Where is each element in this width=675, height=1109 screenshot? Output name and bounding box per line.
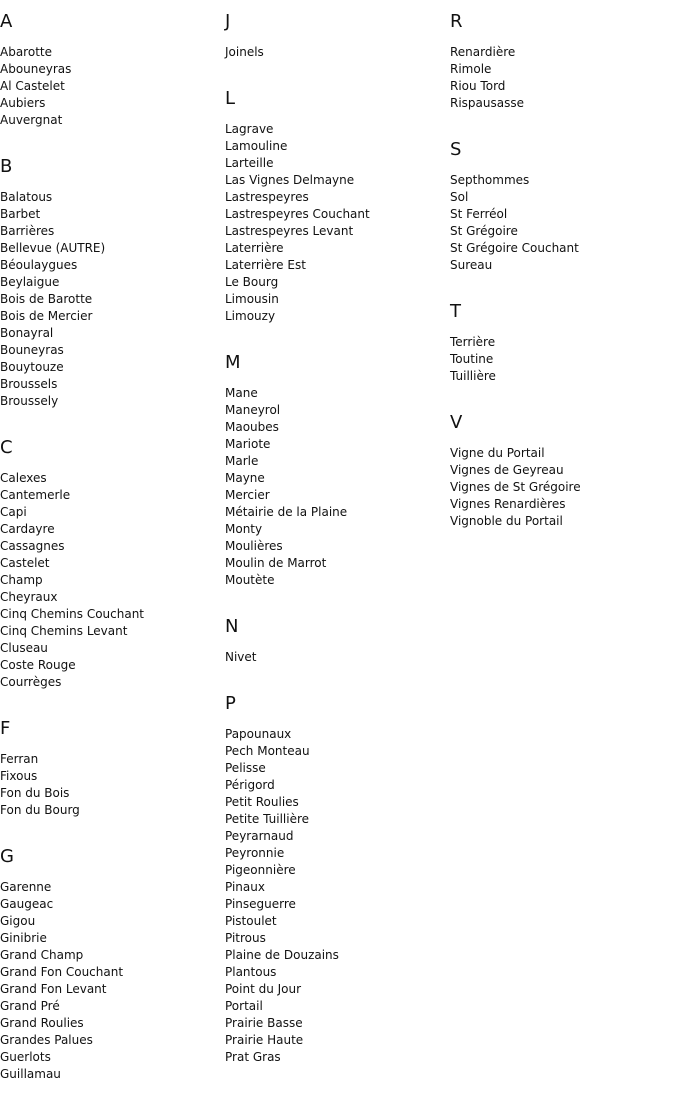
place-link[interactable]: Nivet	[225, 650, 257, 664]
place-link[interactable]: St Ferréol	[450, 207, 508, 221]
place-link[interactable]: Maoubes	[225, 420, 279, 434]
place-list	[0, 751, 225, 819]
place-link[interactable]: Grand Fon Couchant	[0, 965, 124, 979]
letter-group	[0, 155, 225, 410]
place-link[interactable]: Pinseguerre	[225, 897, 296, 911]
letter-group	[0, 10, 225, 129]
place-link[interactable]: Petit Roulies	[225, 795, 299, 809]
place-link[interactable]: Bellevue (AUTRE)	[0, 241, 106, 255]
letter-heading: A	[0, 11, 13, 32]
place-link[interactable]: Périgord	[225, 778, 275, 792]
letter-group	[0, 717, 225, 819]
place-link[interactable]: Métairie de la Plaine	[225, 505, 348, 519]
letter-heading: S	[450, 139, 462, 160]
place-link[interactable]: Coste Rouge	[0, 658, 76, 672]
place-link[interactable]: Limouzy	[225, 309, 276, 323]
place-link[interactable]: Gaugeac	[0, 897, 54, 911]
place-list	[450, 445, 675, 530]
place-link[interactable]: Beylaigue	[0, 275, 60, 289]
place-link[interactable]: Fon du Bourg	[0, 803, 80, 817]
letter-heading: F	[0, 718, 11, 739]
place-link[interactable]: St Grégoire Couchant	[450, 241, 579, 255]
place-list	[225, 726, 450, 1066]
place-link[interactable]: St Grégoire	[450, 224, 518, 238]
place-link[interactable]: Grand Roulies	[0, 1016, 84, 1030]
place-link[interactable]: Cheyraux	[0, 590, 58, 604]
place-link[interactable]: Moutète	[225, 573, 275, 587]
place-link[interactable]: Larteille	[225, 156, 274, 170]
letter-heading: C	[0, 437, 13, 458]
place-link[interactable]: Terrière	[450, 335, 496, 349]
place-list	[450, 44, 675, 112]
index-column	[225, 10, 450, 1092]
place-link[interactable]: Moulin de Marrot	[225, 556, 327, 570]
place-link[interactable]: Limousin	[225, 292, 279, 306]
place-link[interactable]: Point du Jour	[225, 982, 302, 996]
place-link[interactable]: Papounaux	[225, 727, 292, 741]
place-link[interactable]: Pinaux	[225, 880, 265, 894]
place-link[interactable]: Lastrespeyres	[225, 190, 309, 204]
place-link[interactable]: Auvergnat	[0, 113, 63, 127]
place-link[interactable]: Rispausasse	[450, 96, 524, 110]
place-link[interactable]: Lagrave	[225, 122, 274, 136]
letter-group	[450, 10, 675, 112]
letter-group	[225, 615, 450, 666]
place-link[interactable]: Marle	[225, 454, 259, 468]
place-list	[225, 121, 450, 325]
place-link[interactable]: Grand Fon Levant	[0, 982, 107, 996]
place-link[interactable]: Grand Pré	[0, 999, 60, 1013]
letter-group	[450, 300, 675, 385]
place-link[interactable]: Béoulaygues	[0, 258, 78, 272]
alphabetical-index	[0, 10, 675, 1079]
place-link[interactable]: Prairie Basse	[225, 1016, 303, 1030]
place-link[interactable]: Lastrespeyres Levant	[225, 224, 354, 238]
place-link[interactable]: Champ	[0, 573, 43, 587]
place-link[interactable]: Pitrous	[225, 931, 266, 945]
place-link[interactable]: Pistoulet	[225, 914, 277, 928]
place-link[interactable]: Abarotte	[0, 45, 52, 59]
place-link[interactable]: Toutine	[450, 352, 494, 366]
letter-heading: G	[0, 846, 14, 867]
letter-heading: L	[225, 88, 236, 109]
letter-heading: N	[225, 616, 239, 637]
place-link[interactable]: Peyrarnaud	[225, 829, 294, 843]
place-list	[225, 44, 450, 61]
place-link[interactable]: Fon du Bois	[0, 786, 70, 800]
place-link[interactable]: Cinq Chemins Couchant	[0, 607, 145, 621]
place-link[interactable]: Cardayre	[0, 522, 55, 536]
place-link[interactable]: Renardière	[450, 45, 516, 59]
place-link[interactable]: Plaine de Douzains	[225, 948, 339, 962]
place-link[interactable]: Lastrespeyres Couchant	[225, 207, 370, 221]
letter-heading: P	[225, 693, 236, 714]
place-link[interactable]: Prat Gras	[225, 1050, 281, 1064]
place-link[interactable]: Pech Monteau	[225, 744, 310, 758]
place-link[interactable]: Gigou	[0, 914, 36, 928]
place-link[interactable]: Las Vignes Delmayne	[225, 173, 355, 187]
place-link[interactable]: Aubiers	[0, 96, 46, 110]
place-link[interactable]: Peyronnie	[225, 846, 285, 860]
place-link[interactable]: Broussely	[0, 394, 59, 408]
place-link[interactable]: Moulières	[225, 539, 283, 553]
place-link[interactable]: Grand Champ	[0, 948, 84, 962]
index-column	[0, 10, 225, 1109]
place-list	[0, 879, 225, 1083]
place-link[interactable]: Barrières	[0, 224, 55, 238]
letter-heading: R	[450, 11, 463, 32]
place-link[interactable]: Laterrière Est	[225, 258, 306, 272]
place-link[interactable]: Sureau	[450, 258, 493, 272]
letter-group	[450, 138, 675, 274]
place-link[interactable]: Portail	[225, 999, 263, 1013]
letter-heading: J	[225, 11, 231, 32]
place-link[interactable]: Pigeonnière	[225, 863, 296, 877]
place-link[interactable]: Barbet	[0, 207, 41, 221]
place-link[interactable]: Balatous	[0, 190, 53, 204]
place-link[interactable]: Riou Tord	[450, 79, 506, 93]
place-link[interactable]: Castelet	[0, 556, 50, 570]
place-link[interactable]: Capi	[0, 505, 27, 519]
place-list	[450, 172, 675, 274]
place-link[interactable]: Vignoble du Portail	[450, 514, 563, 528]
letter-heading: B	[0, 156, 13, 177]
place-link[interactable]: Plantous	[225, 965, 277, 979]
place-link[interactable]: Septhommes	[450, 173, 530, 187]
letter-group	[0, 845, 225, 1083]
place-link[interactable]: Bonayral	[0, 326, 54, 340]
place-link[interactable]: Tuillière	[450, 369, 496, 383]
place-list	[0, 189, 225, 410]
place-link[interactable]: Broussels	[0, 377, 58, 391]
place-link[interactable]: Calexes	[0, 471, 47, 485]
place-link[interactable]: Vignes de St Grégoire	[450, 480, 581, 494]
place-link[interactable]: Mercier	[225, 488, 270, 502]
place-link[interactable]: Guillamau	[0, 1067, 61, 1081]
index-column	[450, 10, 675, 556]
place-link[interactable]: Sol	[450, 190, 469, 204]
place-link[interactable]: Mayne	[225, 471, 265, 485]
place-link[interactable]: Rimole	[450, 62, 492, 76]
letter-heading: V	[450, 412, 463, 433]
place-link[interactable]: Maneyrol	[225, 403, 281, 417]
place-link[interactable]: Cluseau	[0, 641, 48, 655]
place-link[interactable]: Prairie Haute	[225, 1033, 304, 1047]
place-link[interactable]: Bouneyras	[0, 343, 64, 357]
letter-group	[225, 87, 450, 325]
place-link[interactable]: Pelisse	[225, 761, 266, 775]
place-link[interactable]: Guerlots	[0, 1050, 51, 1064]
letter-heading: M	[225, 352, 241, 373]
place-list	[225, 649, 450, 666]
place-link[interactable]: Monty	[225, 522, 263, 536]
place-link[interactable]: Lamouline	[225, 139, 288, 153]
place-list	[450, 334, 675, 385]
place-link[interactable]: Cantemerle	[0, 488, 71, 502]
letter-group	[225, 10, 450, 61]
place-list	[0, 470, 225, 691]
place-list	[225, 385, 450, 589]
place-link[interactable]: Abouneyras	[0, 62, 72, 76]
place-link[interactable]: Courrèges	[0, 675, 62, 689]
place-list	[0, 44, 225, 129]
letter-group	[450, 411, 675, 530]
letter-group	[225, 351, 450, 589]
letter-heading: T	[450, 301, 461, 322]
place-link[interactable]: Grandes Palues	[0, 1033, 93, 1047]
place-link[interactable]: Joinels	[225, 45, 264, 59]
place-link[interactable]: Bois de Mercier	[0, 309, 93, 323]
place-link[interactable]: Ferran	[0, 752, 39, 766]
place-link[interactable]: Bouytouze	[0, 360, 64, 374]
place-link[interactable]: Cinq Chemins Levant	[0, 624, 128, 638]
place-link[interactable]: Garenne	[0, 880, 52, 894]
place-link[interactable]: Cassagnes	[0, 539, 65, 553]
place-link[interactable]: Al Castelet	[0, 79, 65, 93]
place-link[interactable]: Ginibrie	[0, 931, 47, 945]
place-link[interactable]: Petite Tuillière	[225, 812, 310, 826]
place-link[interactable]: Bois de Barotte	[0, 292, 93, 306]
place-link[interactable]: Vignes de Geyreau	[450, 463, 564, 477]
place-link[interactable]: Fixous	[0, 769, 38, 783]
place-link[interactable]: Vignes Renardières	[450, 497, 566, 511]
place-link[interactable]: Mariote	[225, 437, 271, 451]
place-link[interactable]: Vigne du Portail	[450, 446, 545, 460]
letter-group	[225, 692, 450, 1066]
place-link[interactable]: Le Bourg	[225, 275, 279, 289]
letter-group	[0, 436, 225, 691]
place-link[interactable]: Laterrière	[225, 241, 284, 255]
place-link[interactable]: Mane	[225, 386, 258, 400]
